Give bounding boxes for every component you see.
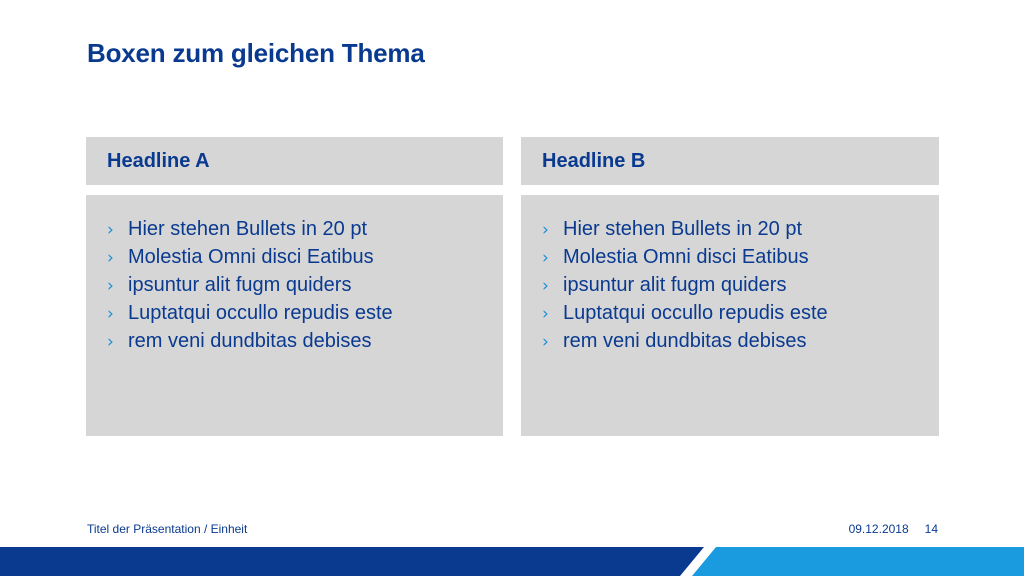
bullet-text: Hier stehen Bullets in 20 pt [563, 218, 803, 240]
bar-dark-blue-segment [0, 547, 704, 576]
list-item [542, 215, 939, 243]
list-item [107, 327, 503, 355]
box-a-header [86, 137, 503, 185]
list-item [107, 271, 503, 299]
chevron-right-icon: › [542, 304, 549, 324]
box-a-bullet-list [107, 215, 503, 355]
slide-title: Boxen zum gleichen Thema [87, 38, 425, 68]
chevron-right-icon: › [107, 248, 114, 268]
box-b-bullet-list [542, 215, 939, 355]
box-b-header [521, 137, 939, 185]
box-b-headline: Headline B [542, 149, 646, 172]
bar-light-blue-segment [692, 547, 1024, 576]
bullet-text: Luptatqui occullo repudis este [128, 302, 393, 324]
bullet-text: rem veni dundbitas debises [563, 330, 807, 352]
list-item [542, 243, 939, 271]
bullet-text: Luptatqui occullo repudis este [563, 302, 828, 324]
box-b-body [521, 195, 939, 436]
bullet-text: Molestia Omni disci Eatibus [563, 246, 809, 268]
box-a-headline: Headline A [107, 149, 210, 172]
footer-presentation-title: Titel der Präsentation / Einheit [87, 522, 248, 536]
chevron-right-icon: › [107, 276, 114, 296]
bullet-text: Molestia Omni disci Eatibus [128, 246, 374, 268]
box-a-body [86, 195, 503, 436]
chevron-right-icon: › [107, 220, 114, 240]
bullet-text: ipsuntur alit fugm quiders [563, 274, 787, 296]
chevron-right-icon: › [107, 304, 114, 324]
footer-page-number: 14 [924, 522, 938, 536]
chevron-right-icon: › [542, 220, 549, 240]
bullet-text: Hier stehen Bullets in 20 pt [128, 218, 368, 240]
list-item [542, 327, 939, 355]
list-item [542, 271, 939, 299]
list-item [107, 243, 503, 271]
list-item [107, 215, 503, 243]
chevron-right-icon: › [542, 276, 549, 296]
chevron-right-icon: › [107, 332, 114, 352]
bullet-text: rem veni dundbitas debises [128, 330, 372, 352]
footer-date: 09.12.2018 [848, 522, 909, 536]
list-item [107, 299, 503, 327]
footer-meta [849, 522, 938, 536]
chevron-right-icon: › [542, 248, 549, 268]
list-item [542, 299, 939, 327]
footer-color-bar [0, 547, 1024, 576]
bullet-text: ipsuntur alit fugm quiders [128, 274, 352, 296]
chevron-right-icon: › [542, 332, 549, 352]
